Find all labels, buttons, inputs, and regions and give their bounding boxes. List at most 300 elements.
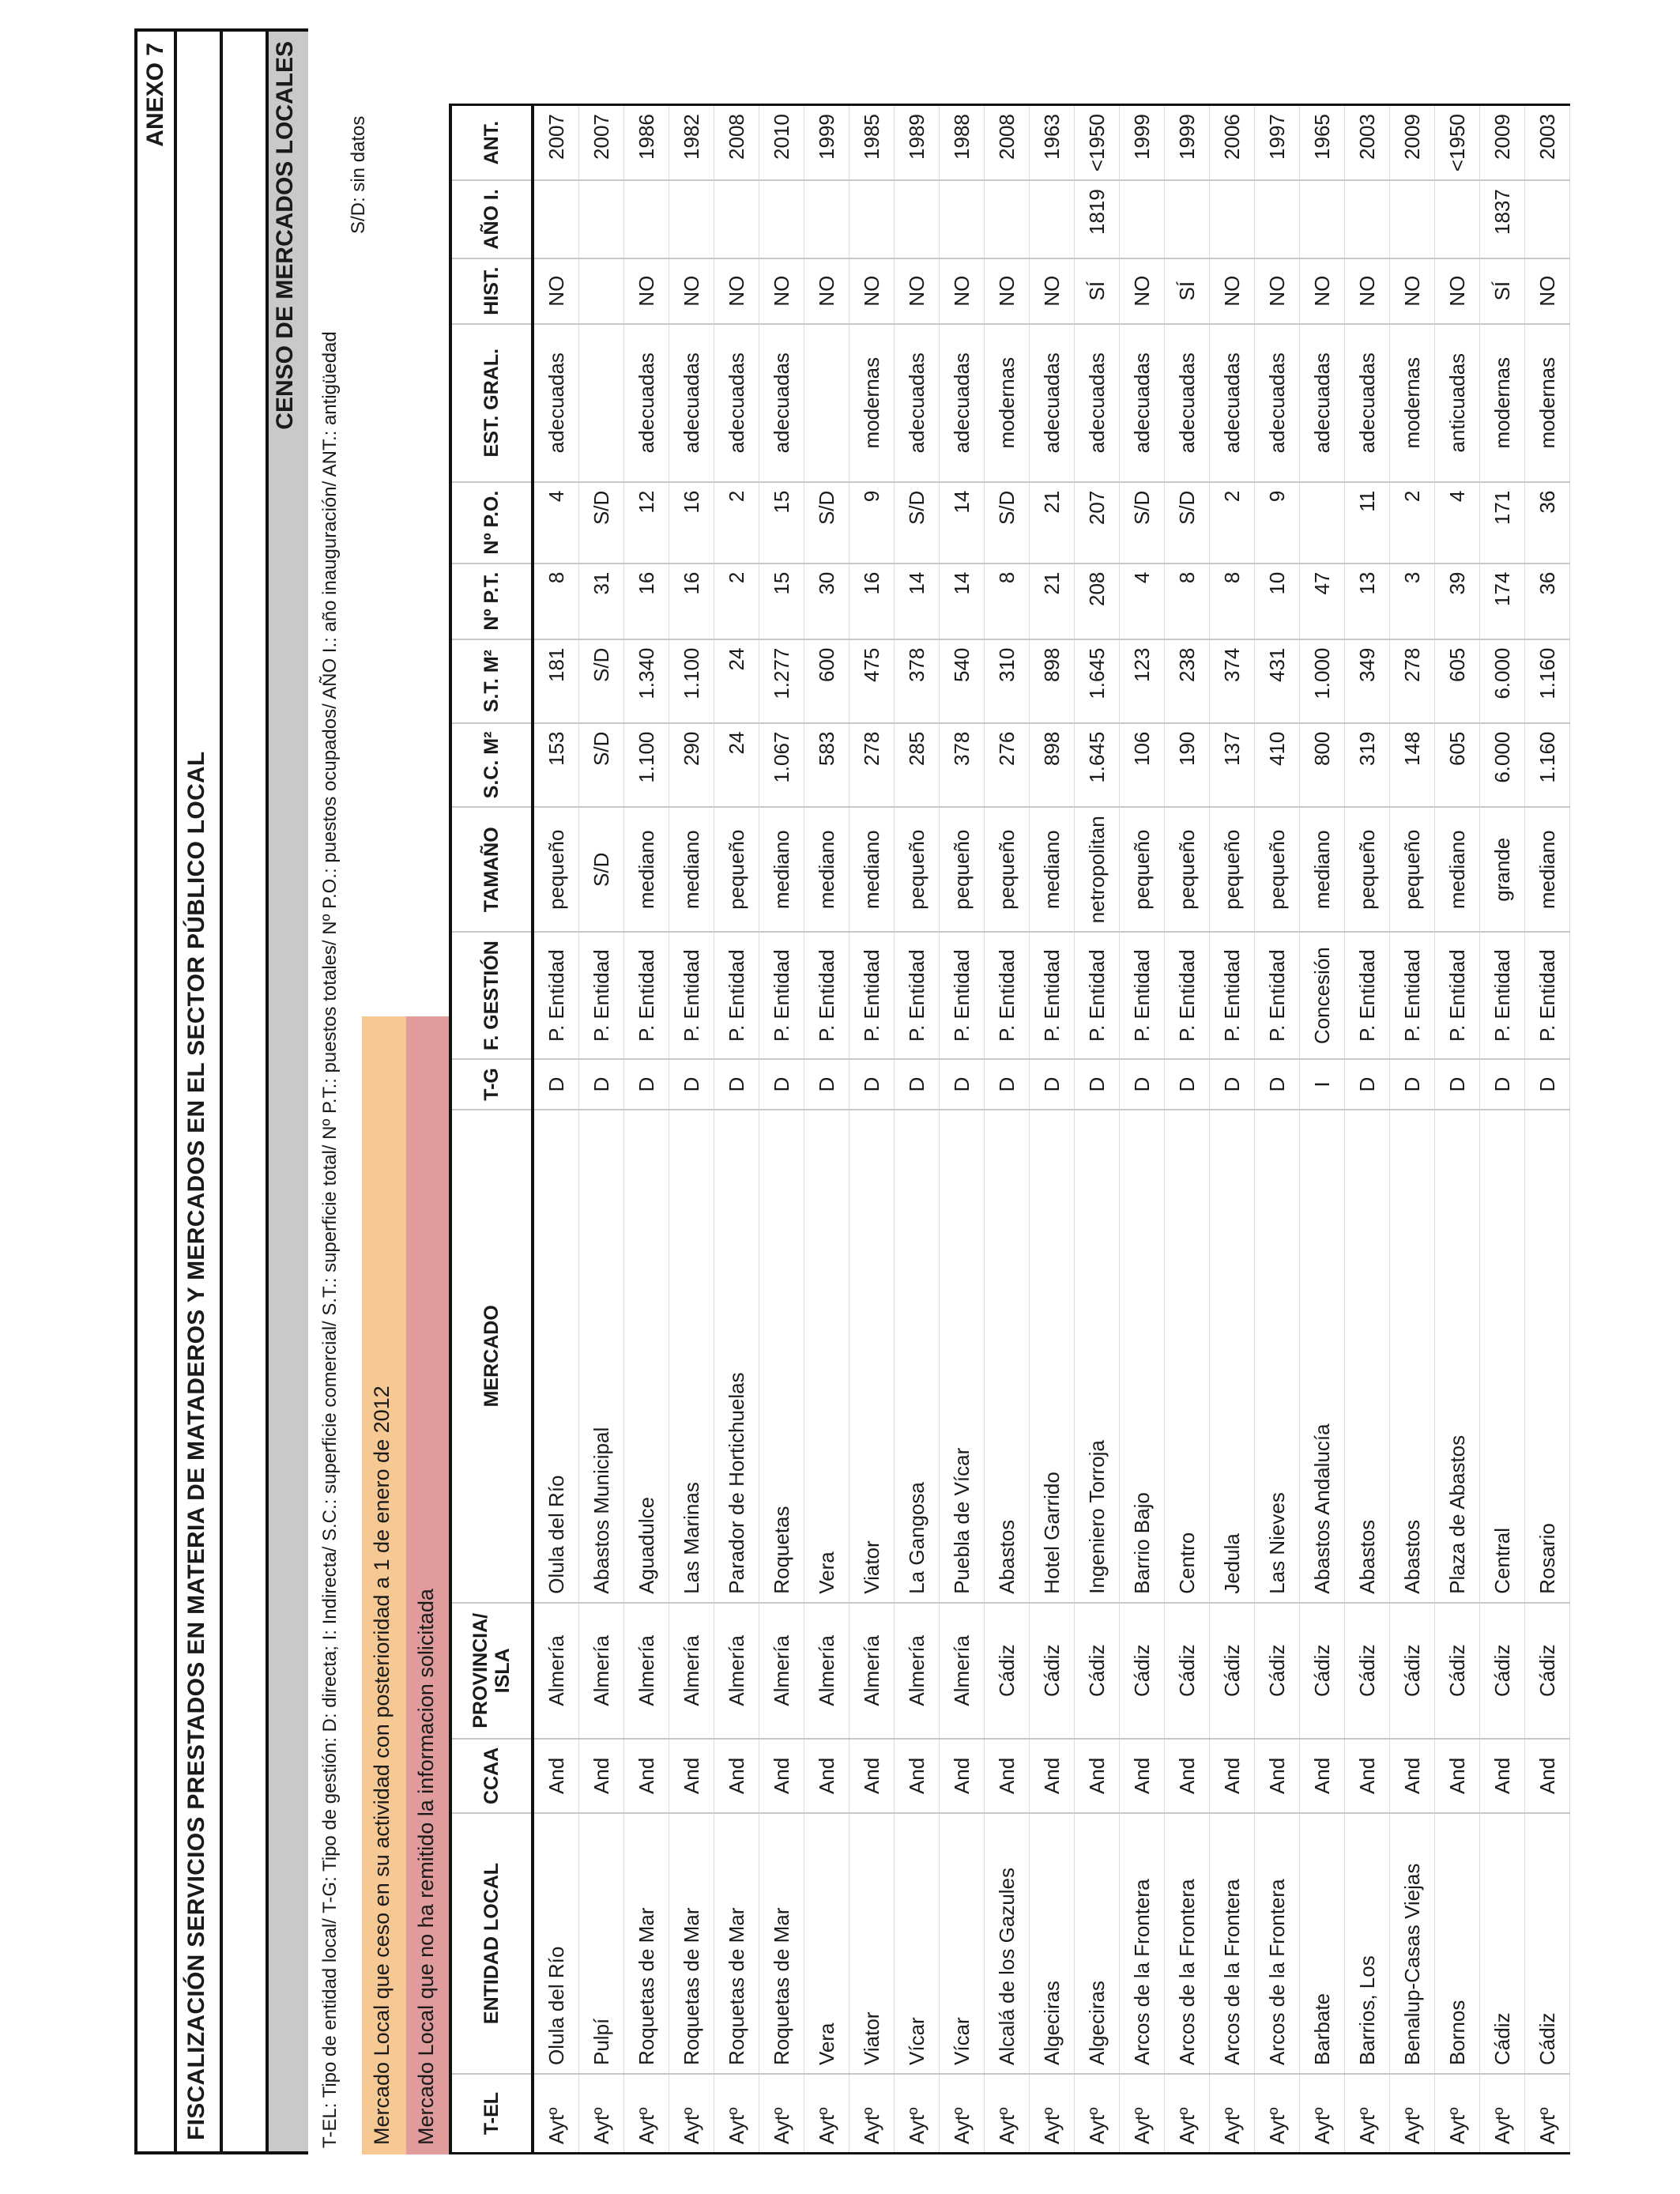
col-ant-cell: 1986: [624, 105, 669, 181]
col-f-gestion-cell: P. Entidad: [1075, 932, 1120, 1059]
col-pt-header: Nº P.T.: [450, 564, 533, 639]
col-ant-cell: 2008: [714, 105, 759, 181]
col-pt-cell: 16: [849, 564, 895, 639]
col-sc-cell: S/D: [579, 723, 624, 808]
col-f-gestion-cell: P. Entidad: [714, 932, 759, 1059]
col-ano-i-cell: [714, 180, 759, 258]
col-t-el-cell: Aytº: [1300, 2074, 1345, 2154]
col-po-cell: 4: [1435, 482, 1480, 564]
table-row: [1030, 105, 1075, 2154]
col-tamano-cell: pequeño: [714, 807, 759, 932]
col-st-cell: 1.277: [759, 639, 804, 723]
col-mercado-cell: Centro: [1165, 1110, 1210, 1603]
col-sc-cell: 290: [669, 723, 714, 808]
col-st-cell: 540: [940, 639, 985, 723]
col-provincia-cell: Almería: [579, 1603, 624, 1739]
table-row: [1255, 105, 1300, 2154]
col-est-gral-cell: adecuadas: [1300, 324, 1345, 482]
col-provincia-cell: Cádiz: [1435, 1603, 1480, 1739]
col-f-gestion-cell: P. Entidad: [669, 932, 714, 1059]
col-st-cell: 1.160: [1525, 639, 1570, 723]
col-ccaa-cell: And: [940, 1739, 985, 1813]
col-t-el-cell: Aytº: [1120, 2074, 1165, 2154]
report-header: [134, 28, 308, 2154]
col-f-gestion-cell: P. Entidad: [533, 932, 579, 1059]
col-pt-cell: 8: [533, 564, 579, 639]
col-est-gral-cell: modernas: [985, 324, 1030, 482]
col-tamano-cell: pequeño: [895, 807, 940, 932]
col-mercado-cell: Abastos: [985, 1110, 1030, 1603]
col-t-g-cell: D: [1075, 1059, 1120, 1110]
col-pt-cell: 39: [1435, 564, 1480, 639]
col-ccaa-cell: And: [1480, 1739, 1525, 1813]
col-t-g-cell: D: [759, 1059, 804, 1110]
col-provincia-cell: Almería: [759, 1603, 804, 1739]
col-tamano-cell: mediano: [849, 807, 895, 932]
col-sc-cell: 1.160: [1525, 723, 1570, 808]
col-t-g-cell: D: [1390, 1059, 1435, 1110]
col-provincia-cell: Almería: [849, 1603, 895, 1739]
col-entidad-local-cell: Vícar: [895, 1813, 940, 2074]
col-st-cell: 181: [533, 639, 579, 723]
col-sc-header: S.C. M²: [450, 723, 533, 808]
col-pt-cell: 174: [1480, 564, 1525, 639]
col-est-gral-cell: adecuadas: [669, 324, 714, 482]
col-st-cell: 898: [1030, 639, 1075, 723]
col-po-cell: 36: [1525, 482, 1570, 564]
col-hist-cell: NO: [1210, 258, 1255, 324]
col-t-el-header: T-EL: [450, 2074, 533, 2154]
col-tamano-cell: mediano: [1525, 807, 1570, 932]
col-sc-cell: 285: [895, 723, 940, 808]
col-po-cell: 15: [759, 482, 804, 564]
col-t-el-cell: Aytº: [804, 2074, 849, 2154]
col-tamano-cell: netropolitan: [1075, 807, 1120, 932]
col-po-cell: 14: [940, 482, 985, 564]
col-t-g-cell: D: [1165, 1059, 1210, 1110]
col-ant-cell: 2003: [1525, 105, 1570, 181]
col-f-gestion-cell: P. Entidad: [1120, 932, 1165, 1059]
col-mercado-cell: Central: [1480, 1110, 1525, 1603]
col-pt-cell: 208: [1075, 564, 1120, 639]
col-po-cell: 21: [1030, 482, 1075, 564]
col-ano-i-cell: [624, 180, 669, 258]
col-t-el-cell: Aytº: [985, 2074, 1030, 2154]
table-row: [1525, 105, 1570, 2154]
col-entidad-local-cell: Arcos de la Frontera: [1165, 1813, 1210, 2074]
col-ant-cell: 1965: [1300, 105, 1345, 181]
col-ant-cell: 1985: [849, 105, 895, 181]
col-t-el-cell: Aytº: [579, 2074, 624, 2154]
col-ccaa-cell: And: [1345, 1739, 1390, 1813]
col-provincia-cell: Almería: [714, 1603, 759, 1739]
table-header-row: [450, 105, 533, 2154]
col-t-g-cell: D: [1525, 1059, 1570, 1110]
col-ant-cell: 1997: [1255, 105, 1300, 181]
col-t-el-cell: Aytº: [895, 2074, 940, 2154]
table-row: [985, 105, 1030, 2154]
col-ant-cell: 2008: [985, 105, 1030, 181]
col-ano-i-cell: [849, 180, 895, 258]
col-tamano-cell: pequeño: [1255, 807, 1300, 932]
col-pt-cell: 36: [1525, 564, 1570, 639]
table-row: [624, 105, 669, 2154]
col-st-cell: 1.645: [1075, 639, 1120, 723]
col-tamano-cell: pequeño: [1165, 807, 1210, 932]
col-t-el-cell: Aytº: [1075, 2074, 1120, 2154]
col-f-gestion-cell: P. Entidad: [804, 932, 849, 1059]
col-mercado-cell: Parador de Hortichuelas: [714, 1110, 759, 1603]
table-row: [1480, 105, 1525, 2154]
col-ccaa-cell: And: [1210, 1739, 1255, 1813]
col-ccaa-cell: And: [1255, 1739, 1300, 1813]
col-t-g-cell: D: [1435, 1059, 1480, 1110]
col-est-gral-cell: adecuadas: [714, 324, 759, 482]
col-hist-cell: SÍ: [1075, 258, 1120, 324]
col-provincia-cell: Cádiz: [1525, 1603, 1570, 1739]
col-entidad-local-cell: Barbate: [1300, 1813, 1345, 2074]
col-mercado-cell: Abastos: [1345, 1110, 1390, 1603]
col-entidad-local-header: ENTIDAD LOCAL: [450, 1813, 533, 2074]
col-mercado-cell: Viator: [849, 1110, 895, 1603]
col-t-g-cell: D: [1030, 1059, 1075, 1110]
col-t-g-cell: D: [1210, 1059, 1255, 1110]
col-hist-cell: SÍ: [1165, 258, 1210, 324]
col-f-gestion-cell: P. Entidad: [1165, 932, 1210, 1059]
col-mercado-cell: Las Nieves: [1255, 1110, 1300, 1603]
col-est-gral-cell: adecuadas: [1210, 324, 1255, 482]
col-est-gral-cell: adecuadas: [1030, 324, 1075, 482]
col-ano-i-cell: [1345, 180, 1390, 258]
col-ano-i-cell: [895, 180, 940, 258]
table-row: [1390, 105, 1435, 2154]
sd-note: S/D: sin datos: [348, 115, 369, 234]
col-est-gral-cell: [804, 324, 849, 482]
col-entidad-local-cell: Cádiz: [1480, 1813, 1525, 2074]
col-po-cell: 207: [1075, 482, 1120, 564]
col-ano-i-header: AÑO I.: [450, 180, 533, 258]
col-po-header: Nº P.O.: [450, 482, 533, 564]
col-ant-cell: 2006: [1210, 105, 1255, 181]
table-row: [759, 105, 804, 2154]
col-t-el-cell: Aytº: [669, 2074, 714, 2154]
col-sc-cell: 24: [714, 723, 759, 808]
col-f-gestion-cell: P. Entidad: [1345, 932, 1390, 1059]
col-ccaa-cell: And: [759, 1739, 804, 1813]
col-provincia-cell: Cádiz: [1255, 1603, 1300, 1739]
col-est-gral-cell: adecuadas: [940, 324, 985, 482]
col-t-el-cell: Aytº: [849, 2074, 895, 2154]
col-t-g-cell: D: [985, 1059, 1030, 1110]
col-provincia-cell: Almería: [940, 1603, 985, 1739]
col-po-cell: S/D: [985, 482, 1030, 564]
col-ccaa-cell: And: [1030, 1739, 1075, 1813]
col-ano-i-cell: [940, 180, 985, 258]
col-pt-cell: 14: [940, 564, 985, 639]
col-ccaa-cell: And: [624, 1739, 669, 1813]
col-st-cell: 600: [804, 639, 849, 723]
col-hist-cell: NO: [940, 258, 985, 324]
col-ant-cell: <1950: [1435, 105, 1480, 181]
table-row: [895, 105, 940, 2154]
col-ano-i-cell: [1030, 180, 1075, 258]
col-tamano-cell: pequeño: [1390, 807, 1435, 932]
col-sc-cell: 1.645: [1075, 723, 1120, 808]
col-st-cell: 24: [714, 639, 759, 723]
col-ano-i-cell: [1120, 180, 1165, 258]
col-st-cell: 6.000: [1480, 639, 1525, 723]
col-pt-cell: 15: [759, 564, 804, 639]
col-provincia-cell: Almería: [895, 1603, 940, 1739]
table-row: [1120, 105, 1165, 2154]
col-pt-cell: 21: [1030, 564, 1075, 639]
col-pt-cell: 8: [1210, 564, 1255, 639]
col-pt-cell: 8: [1165, 564, 1210, 639]
col-entidad-local-cell: Arcos de la Frontera: [1255, 1813, 1300, 2074]
col-t-g-cell: D: [1255, 1059, 1300, 1110]
col-ant-cell: 2007: [533, 105, 579, 181]
col-pt-cell: 30: [804, 564, 849, 639]
col-est-gral-cell: adecuadas: [895, 324, 940, 482]
col-st-cell: 238: [1165, 639, 1210, 723]
col-f-gestion-header: F. GESTIÓN: [450, 932, 533, 1059]
col-t-g-cell: D: [940, 1059, 985, 1110]
col-entidad-local-cell: Vícar: [940, 1813, 985, 2074]
col-st-cell: 1.100: [669, 639, 714, 723]
col-st-cell: 374: [1210, 639, 1255, 723]
col-mercado-cell: Olula del Río: [533, 1110, 579, 1603]
col-tamano-cell: mediano: [624, 807, 669, 932]
col-est-gral-cell: modernas: [1525, 324, 1570, 482]
col-est-gral-cell: modernas: [1480, 324, 1525, 482]
col-hist-cell: NO: [849, 258, 895, 324]
col-t-el-cell: Aytº: [1525, 2074, 1570, 2154]
col-t-g-cell: D: [669, 1059, 714, 1110]
col-ant-cell: 1963: [1030, 105, 1075, 181]
col-ant-cell: 2003: [1345, 105, 1390, 181]
col-f-gestion-cell: P. Entidad: [940, 932, 985, 1059]
col-pt-cell: 4: [1120, 564, 1165, 639]
col-entidad-local-cell: Viator: [849, 1813, 895, 2074]
table-row: [1210, 105, 1255, 2154]
col-hist-cell: NO: [804, 258, 849, 324]
col-mercado-cell: Vera: [804, 1110, 849, 1603]
col-hist-cell: NO: [1255, 258, 1300, 324]
col-entidad-local-cell: Algeciras: [1030, 1813, 1075, 2074]
col-pt-cell: 3: [1390, 564, 1435, 639]
col-f-gestion-cell: P. Entidad: [1255, 932, 1300, 1059]
col-sc-cell: 605: [1435, 723, 1480, 808]
col-t-g-cell: D: [895, 1059, 940, 1110]
col-f-gestion-cell: P. Entidad: [624, 932, 669, 1059]
col-sc-cell: 583: [804, 723, 849, 808]
col-pt-cell: 47: [1300, 564, 1345, 639]
col-po-cell: 16: [669, 482, 714, 564]
table-row: [1165, 105, 1210, 2154]
col-sc-cell: 319: [1345, 723, 1390, 808]
col-st-cell: 278: [1390, 639, 1435, 723]
col-tamano-cell: grande: [1480, 807, 1525, 932]
col-est-gral-header: EST. GRAL.: [450, 324, 533, 482]
col-tamano-cell: pequeño: [985, 807, 1030, 932]
col-f-gestion-cell: P. Entidad: [1030, 932, 1075, 1059]
col-provincia-cell: Cádiz: [1120, 1603, 1165, 1739]
markets-table-wrap: [449, 104, 1570, 2154]
col-mercado-cell: Puebla de Vícar: [940, 1110, 985, 1603]
col-ccaa-cell: And: [1120, 1739, 1165, 1813]
col-entidad-local-cell: Algeciras: [1075, 1813, 1120, 2074]
col-tamano-cell: S/D: [579, 807, 624, 932]
col-hist-header: HIST.: [450, 258, 533, 324]
col-st-cell: 431: [1255, 639, 1300, 723]
col-provincia-cell: Almería: [624, 1603, 669, 1739]
col-provincia-cell: Cádiz: [1165, 1603, 1210, 1739]
col-pt-cell: 10: [1255, 564, 1300, 639]
col-hist-cell: NO: [895, 258, 940, 324]
col-entidad-local-cell: Benalup-Casas Viejas: [1390, 1813, 1435, 2074]
col-t-g-header: T-G: [450, 1059, 533, 1110]
col-t-el-cell: Aytº: [1390, 2074, 1435, 2154]
col-sc-cell: 1.067: [759, 723, 804, 808]
col-mercado-cell: Las Marinas: [669, 1110, 714, 1603]
table-row: [940, 105, 985, 2154]
col-est-gral-cell: adecuadas: [1120, 324, 1165, 482]
col-t-g-cell: D: [804, 1059, 849, 1110]
band-info-not-sent: Mercado Local que no ha remitido la informacion solicitada: [406, 1016, 450, 2154]
col-pt-cell: 8: [985, 564, 1030, 639]
col-mercado-cell: Aguadulce: [624, 1110, 669, 1603]
col-t-el-cell: Aytº: [533, 2074, 579, 2154]
col-f-gestion-cell: P. Entidad: [579, 932, 624, 1059]
col-hist-cell: NO: [1345, 258, 1390, 324]
col-hist-cell: NO: [533, 258, 579, 324]
markets-table: [449, 104, 1570, 2154]
col-ano-i-cell: [533, 180, 579, 258]
col-tamano-cell: mediano: [1435, 807, 1480, 932]
col-entidad-local-cell: Roquetas de Mar: [714, 1813, 759, 2074]
col-po-cell: S/D: [579, 482, 624, 564]
col-provincia-cell: Cádiz: [1210, 1603, 1255, 1739]
col-t-el-cell: Aytº: [1480, 2074, 1525, 2154]
col-po-cell: S/D: [1165, 482, 1210, 564]
col-ano-i-cell: [804, 180, 849, 258]
col-provincia-cell: Cádiz: [1345, 1603, 1390, 1739]
col-ant-cell: 1988: [940, 105, 985, 181]
col-entidad-local-cell: Roquetas de Mar: [759, 1813, 804, 2074]
col-hist-cell: NO: [1300, 258, 1345, 324]
col-ano-i-cell: [1165, 180, 1210, 258]
abbreviation-legend: T-EL: Tipo de entidad local/ T-G: Tipo de gestión: D: directa; I: Indirecta/ S.C.: superficie comercial/ S.T.: superficie total/ Nº P.T.: puestos totales/ Nº P.O.: puestos ocupados/ AÑO I.: año inauguración/ ANT.: antigüedad: [319, 331, 341, 2148]
col-po-cell: S/D: [1120, 482, 1165, 564]
table-row: [1075, 105, 1120, 2154]
col-st-cell: 349: [1345, 639, 1390, 723]
col-provincia-cell: Cádiz: [985, 1603, 1030, 1739]
col-po-cell: 9: [1255, 482, 1300, 564]
col-ccaa-cell: And: [1435, 1739, 1480, 1813]
col-ccaa-cell: And: [1300, 1739, 1345, 1813]
col-ccaa-cell: And: [895, 1739, 940, 1813]
col-mercado-cell: Plaza de Abastos: [1435, 1110, 1480, 1603]
col-hist-cell: NO: [1435, 258, 1480, 324]
col-est-gral-cell: anticuadas: [1435, 324, 1480, 482]
col-ccaa-cell: And: [1165, 1739, 1210, 1813]
col-ccaa-cell: And: [849, 1739, 895, 1813]
col-st-cell: 475: [849, 639, 895, 723]
col-po-cell: 12: [624, 482, 669, 564]
col-t-el-cell: Aytº: [1210, 2074, 1255, 2154]
col-sc-cell: 276: [985, 723, 1030, 808]
col-provincia-cell: Cádiz: [1390, 1603, 1435, 1739]
table-row: [1345, 105, 1390, 2154]
col-ano-i-cell: [1525, 180, 1570, 258]
col-f-gestion-cell: P. Entidad: [759, 932, 804, 1059]
col-t-g-cell: D: [1345, 1059, 1390, 1110]
col-f-gestion-cell: P. Entidad: [1480, 932, 1525, 1059]
col-pt-cell: 14: [895, 564, 940, 639]
col-st-cell: S/D: [579, 639, 624, 723]
col-sc-cell: 106: [1120, 723, 1165, 808]
col-mercado-cell: Barrio Bajo: [1120, 1110, 1165, 1603]
col-entidad-local-cell: Vera: [804, 1813, 849, 2074]
col-mercado-cell: Ingeniero Torroja: [1075, 1110, 1120, 1603]
col-entidad-local-cell: Pulpí: [579, 1813, 624, 2074]
table-row: [849, 105, 895, 2154]
col-ant-cell: 1999: [804, 105, 849, 181]
col-sc-cell: 278: [849, 723, 895, 808]
col-t-el-cell: Aytº: [624, 2074, 669, 2154]
col-hist-cell: NO: [1390, 258, 1435, 324]
col-provincia-cell: Cádiz: [1030, 1603, 1075, 1739]
col-t-el-cell: Aytº: [940, 2074, 985, 2154]
col-t-el-cell: Aytº: [759, 2074, 804, 2154]
col-f-gestion-cell: P. Entidad: [1435, 932, 1480, 1059]
col-hist-cell: NO: [1120, 258, 1165, 324]
col-ant-cell: 1999: [1120, 105, 1165, 181]
col-st-cell: 310: [985, 639, 1030, 723]
col-sc-cell: 800: [1300, 723, 1345, 808]
col-est-gral-cell: [579, 324, 624, 482]
col-st-cell: 378: [895, 639, 940, 723]
col-f-gestion-cell: Concesión: [1300, 932, 1345, 1059]
col-ano-i-cell: [985, 180, 1030, 258]
col-ant-cell: <1950: [1075, 105, 1120, 181]
col-sc-cell: 137: [1210, 723, 1255, 808]
col-sc-cell: 6.000: [1480, 723, 1525, 808]
col-f-gestion-cell: P. Entidad: [1525, 932, 1570, 1059]
col-tamano-cell: pequeño: [533, 807, 579, 932]
col-ano-i-cell: [759, 180, 804, 258]
col-t-el-cell: Aytº: [1030, 2074, 1075, 2154]
table-body: [533, 105, 1570, 2154]
col-ano-i-cell: [1210, 180, 1255, 258]
col-t-el-cell: Aytº: [1345, 2074, 1390, 2154]
col-t-g-cell: D: [849, 1059, 895, 1110]
col-mercado-cell: Hotel Garrido: [1030, 1110, 1075, 1603]
col-ccaa-cell: And: [804, 1739, 849, 1813]
col-t-el-cell: Aytº: [1435, 2074, 1480, 2154]
col-provincia-cell: Cádiz: [1300, 1603, 1345, 1739]
col-f-gestion-cell: P. Entidad: [895, 932, 940, 1059]
col-ccaa-cell: And: [714, 1739, 759, 1813]
col-mercado-cell: La Gangosa: [895, 1110, 940, 1603]
col-sc-cell: 898: [1030, 723, 1075, 808]
col-tamano-cell: mediano: [804, 807, 849, 932]
col-f-gestion-cell: P. Entidad: [1210, 932, 1255, 1059]
col-ano-i-cell: [579, 180, 624, 258]
col-entidad-local-cell: Cádiz: [1525, 1813, 1570, 2074]
col-ant-header: ANT.: [450, 105, 533, 181]
col-hist-cell: [579, 258, 624, 324]
